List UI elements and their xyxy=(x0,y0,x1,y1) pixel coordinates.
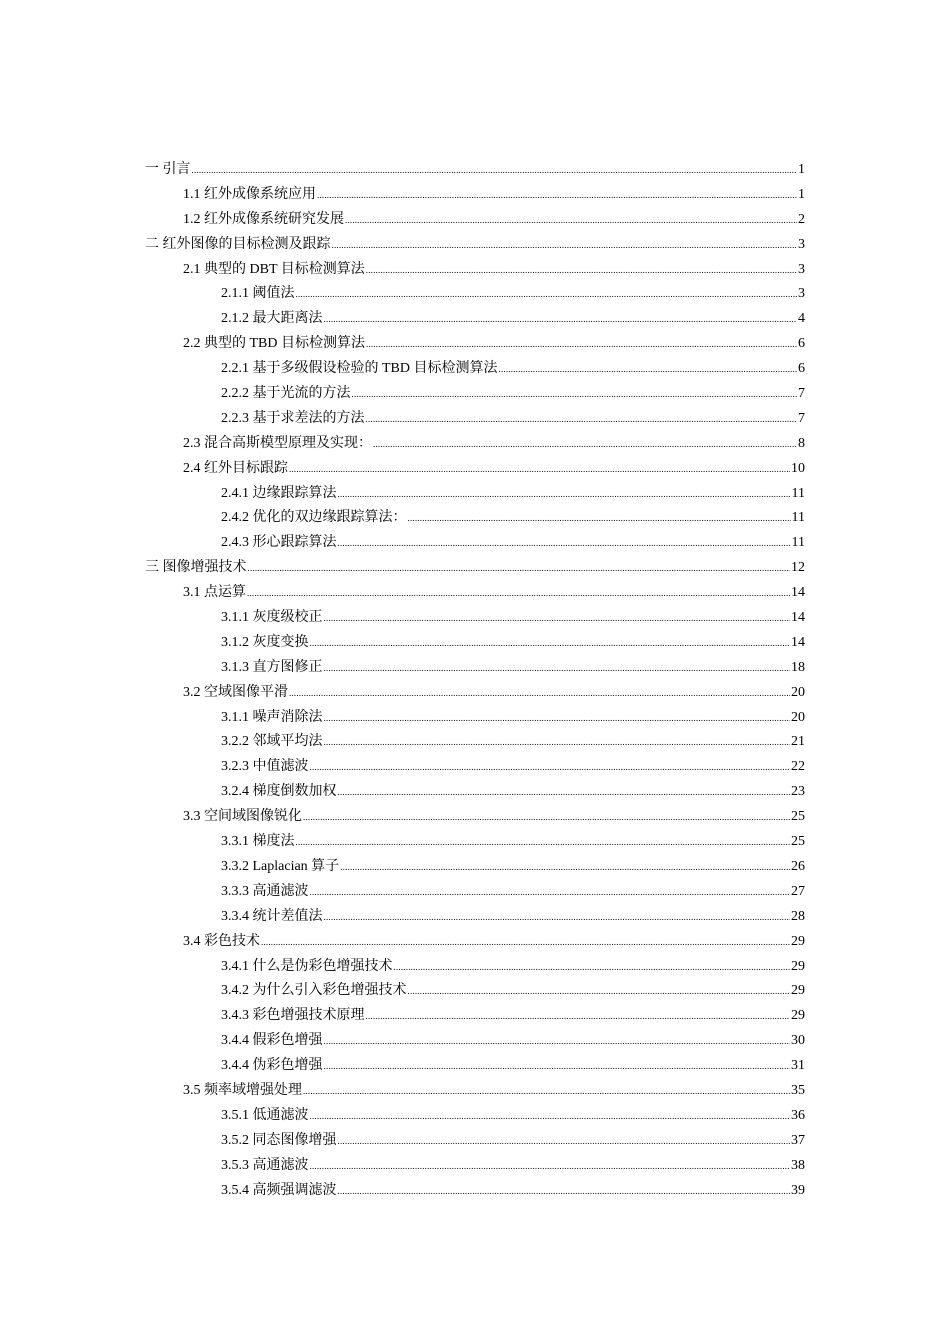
toc-entry-title: 3.4.4 假彩色增强 xyxy=(221,1033,323,1049)
toc-dot-leader xyxy=(408,979,791,1004)
toc-entry-title: 2.1.1 阈值法 xyxy=(221,286,295,302)
toc-entry-title: 2.1.2 最大距离法 xyxy=(221,311,323,327)
toc-page-number: 12 xyxy=(791,560,805,576)
toc-entry-title: 3.5.4 高频强调滤波 xyxy=(221,1182,337,1198)
toc-entry-title: 2.3 混合高斯模型原理及实现： xyxy=(183,435,372,451)
toc-dot-leader xyxy=(373,432,797,457)
toc-entry[interactable] xyxy=(145,905,805,930)
toc-page-number: 23 xyxy=(791,784,805,800)
toc-entry-title: 3.2.4 梯度倒数加权 xyxy=(221,784,337,800)
toc-entry-title: 2.2.3 基于求差法的方法 xyxy=(221,410,365,426)
toc-page-number: 22 xyxy=(791,759,805,775)
toc-page-number: 28 xyxy=(791,908,805,924)
toc-page-number: 14 xyxy=(791,585,805,601)
toc-entry[interactable] xyxy=(145,357,805,382)
toc-entry[interactable] xyxy=(145,1029,805,1054)
toc-entry[interactable] xyxy=(145,307,805,332)
toc-entry-title: 二 红外图像的目标检测及跟踪 xyxy=(145,236,331,252)
toc-page-number: 29 xyxy=(791,983,805,999)
toc-entry-title: 3.3.3 高通滤波 xyxy=(221,883,309,899)
toc-entry-title: 2.2.1 基于多级假设检验的 TBD 目标检测算法 xyxy=(221,361,498,377)
toc-entry-title: 2.4.3 形心跟踪算法 xyxy=(221,535,337,551)
toc-entry[interactable] xyxy=(145,955,805,980)
toc-entry-title: 3.1.1 噪声消除法 xyxy=(221,709,323,725)
toc-entry[interactable] xyxy=(145,432,805,457)
toc-entry[interactable] xyxy=(145,780,805,805)
toc-page-number: 25 xyxy=(791,834,805,850)
toc-entry[interactable] xyxy=(145,1154,805,1179)
toc-dot-leader xyxy=(296,282,798,307)
toc-entry[interactable] xyxy=(145,830,805,855)
toc-entry[interactable] xyxy=(145,880,805,905)
toc-entry[interactable] xyxy=(145,457,805,482)
toc-page-number: 27 xyxy=(791,883,805,899)
toc-dot-leader xyxy=(366,332,797,357)
toc-dot-leader xyxy=(324,606,791,631)
toc-entry[interactable] xyxy=(145,581,805,606)
toc-page-number: 3 xyxy=(798,236,805,252)
toc-dot-leader xyxy=(324,656,791,681)
toc-page-number: 3 xyxy=(798,286,805,302)
toc-dot-leader xyxy=(338,780,791,805)
toc-entry[interactable] xyxy=(145,730,805,755)
toc-page-number: 11 xyxy=(791,485,805,501)
toc-dot-leader xyxy=(332,233,798,258)
toc-entry-title: 3.5.1 低通滤波 xyxy=(221,1107,309,1123)
toc-page-number: 2 xyxy=(798,211,805,227)
toc-dot-leader xyxy=(324,1029,791,1054)
toc-dot-leader xyxy=(324,730,791,755)
toc-dot-leader xyxy=(324,905,791,930)
table-of-contents xyxy=(145,158,805,1203)
toc-entry[interactable] xyxy=(145,1104,805,1129)
toc-page-number: 1 xyxy=(798,162,805,177)
toc-entry-title: 3.4 彩色技术 xyxy=(183,933,260,949)
toc-dot-leader xyxy=(324,706,791,731)
toc-entry[interactable] xyxy=(145,606,805,631)
toc-dot-leader xyxy=(247,581,790,606)
toc-dot-leader xyxy=(310,1154,791,1179)
toc-dot-leader xyxy=(248,556,791,581)
toc-page-number: 25 xyxy=(791,809,805,825)
toc-entry-title: 3.5 频率域增强处理 xyxy=(183,1082,302,1098)
toc-entry-title: 3.4.4 伪彩色增强 xyxy=(221,1058,323,1074)
toc-dot-leader xyxy=(317,183,797,208)
toc-entry[interactable] xyxy=(145,706,805,731)
toc-entry[interactable] xyxy=(145,979,805,1004)
toc-dot-leader xyxy=(310,631,791,656)
toc-entry[interactable] xyxy=(145,1054,805,1079)
toc-dot-leader xyxy=(499,357,798,382)
toc-page-number: 11 xyxy=(791,510,805,526)
toc-dot-leader xyxy=(289,457,790,482)
toc-entry-title: 3.3.4 统计差值法 xyxy=(221,908,323,924)
toc-page-number: 18 xyxy=(791,659,805,675)
toc-page-number: 36 xyxy=(791,1107,805,1123)
toc-entry[interactable] xyxy=(145,183,805,208)
toc-entry[interactable] xyxy=(145,233,805,258)
toc-dot-leader xyxy=(310,880,791,905)
toc-entry[interactable] xyxy=(145,506,805,531)
toc-page-number: 26 xyxy=(791,858,805,874)
toc-entry-title: 一 引言 xyxy=(145,162,191,177)
toc-dot-leader xyxy=(303,805,790,830)
toc-dot-leader xyxy=(324,307,798,332)
toc-dot-leader xyxy=(303,1079,790,1104)
toc-page-number: 6 xyxy=(798,336,805,352)
toc-entry-title: 2.4.1 边缘跟踪算法 xyxy=(221,485,337,501)
toc-dot-leader xyxy=(408,506,791,531)
toc-dot-leader xyxy=(340,855,790,880)
toc-dot-leader xyxy=(338,531,791,556)
toc-dot-leader xyxy=(310,755,791,780)
toc-entry[interactable] xyxy=(145,282,805,307)
toc-entry[interactable] xyxy=(145,681,805,706)
toc-dot-leader xyxy=(338,1179,791,1204)
toc-entry-title: 1.1 红外成像系统应用 xyxy=(183,186,316,202)
toc-page-number: 38 xyxy=(791,1157,805,1173)
toc-page-number: 14 xyxy=(791,610,805,626)
toc-page-number: 20 xyxy=(791,684,805,700)
toc-page-number: 35 xyxy=(791,1082,805,1098)
toc-entry-title: 3.2.3 中值滤波 xyxy=(221,759,309,775)
toc-entry[interactable] xyxy=(145,656,805,681)
toc-page-number: 29 xyxy=(791,958,805,974)
toc-page-number: 31 xyxy=(791,1058,805,1074)
toc-dot-leader xyxy=(345,208,797,233)
toc-entry-title: 3.2 空域图像平滑 xyxy=(183,684,288,700)
toc-page-number: 4 xyxy=(798,311,805,327)
toc-entry[interactable] xyxy=(145,1129,805,1154)
toc-page-number: 39 xyxy=(791,1182,805,1198)
toc-page-number: 14 xyxy=(791,634,805,650)
toc-dot-leader xyxy=(289,681,790,706)
toc-entry-title: 3.3 空间域图像锐化 xyxy=(183,809,302,825)
toc-entry-title: 2.2 典型的 TBD 目标检测算法 xyxy=(183,336,365,352)
toc-dot-leader xyxy=(296,830,791,855)
toc-entry[interactable] xyxy=(145,930,805,955)
toc-entry[interactable] xyxy=(145,158,805,183)
toc-entry[interactable] xyxy=(145,332,805,357)
toc-dot-leader xyxy=(310,1104,791,1129)
toc-entry-title: 2.2.2 基于光流的方法 xyxy=(221,386,351,402)
toc-page-number: 10 xyxy=(791,460,805,476)
toc-entry-title: 3.5.2 同态图像增强 xyxy=(221,1132,337,1148)
toc-entry[interactable] xyxy=(145,1004,805,1029)
toc-entry[interactable] xyxy=(145,631,805,656)
toc-entry[interactable] xyxy=(145,755,805,780)
toc-entry-title: 3.1 点运算 xyxy=(183,585,246,601)
toc-entry-title: 3.1.2 灰度变换 xyxy=(221,634,309,650)
toc-dot-leader xyxy=(261,930,790,955)
toc-entry[interactable] xyxy=(145,805,805,830)
toc-entry-title: 2.4.2 优化的双边缘跟踪算法： xyxy=(221,510,407,526)
toc-entry-title: 3.4.3 彩色增强技术原理 xyxy=(221,1008,365,1024)
toc-dot-leader xyxy=(324,1054,791,1079)
toc-entry-title: 3.4.2 为什么引入彩色增强技术 xyxy=(221,983,407,999)
toc-dot-leader xyxy=(352,382,798,407)
toc-page-number: 8 xyxy=(798,435,805,451)
toc-entry-title: 3.5.3 高通滤波 xyxy=(221,1157,309,1173)
toc-entry-title: 2.1 典型的 DBT 目标检测算法 xyxy=(183,261,365,277)
toc-page-number: 11 xyxy=(791,535,805,551)
toc-page-number: 7 xyxy=(798,386,805,402)
toc-page-number: 37 xyxy=(791,1132,805,1148)
toc-entry-title: 1.2 红外成像系统研究发展 xyxy=(183,211,344,227)
toc-dot-leader xyxy=(366,258,797,283)
toc-page-number: 3 xyxy=(798,261,805,277)
toc-entry[interactable] xyxy=(145,258,805,283)
toc-dot-leader xyxy=(338,1129,791,1154)
toc-dot-leader xyxy=(192,158,798,183)
toc-dot-leader xyxy=(366,407,798,432)
toc-dot-leader xyxy=(394,955,791,980)
toc-entry[interactable] xyxy=(145,531,805,556)
toc-page-number: 20 xyxy=(791,709,805,725)
toc-page-number: 30 xyxy=(791,1033,805,1049)
toc-entry[interactable] xyxy=(145,208,805,233)
toc-entry-title: 3.1.1 灰度级校正 xyxy=(221,610,323,626)
toc-entry[interactable] xyxy=(145,1179,805,1204)
toc-page-number: 21 xyxy=(791,734,805,750)
toc-entry-title: 3.2.2 邻域平均法 xyxy=(221,734,323,750)
toc-entry-title: 3.1.3 直方图修正 xyxy=(221,659,323,675)
toc-entry-title: 3.3.2 Laplacian 算子 xyxy=(221,858,340,874)
toc-entry-title: 3.4.1 什么是伪彩色增强技术 xyxy=(221,958,393,974)
toc-dot-leader xyxy=(338,482,791,507)
toc-page-number: 1 xyxy=(798,186,805,202)
toc-page-number: 29 xyxy=(791,1008,805,1024)
toc-entry-title: 2.4 红外目标跟踪 xyxy=(183,460,288,476)
toc-page-number: 29 xyxy=(791,933,805,949)
toc-entry-title: 3.3.1 梯度法 xyxy=(221,834,295,850)
toc-entry[interactable] xyxy=(145,382,805,407)
toc-entry[interactable] xyxy=(145,407,805,432)
toc-page-number: 6 xyxy=(798,361,805,377)
toc-page-number: 7 xyxy=(798,410,805,426)
toc-dot-leader xyxy=(366,1004,791,1029)
toc-entry[interactable] xyxy=(145,1079,805,1104)
toc-entry[interactable] xyxy=(145,556,805,581)
toc-entry[interactable] xyxy=(145,482,805,507)
toc-entry-title: 三 图像增强技术 xyxy=(145,560,247,576)
toc-entry[interactable] xyxy=(145,855,805,880)
